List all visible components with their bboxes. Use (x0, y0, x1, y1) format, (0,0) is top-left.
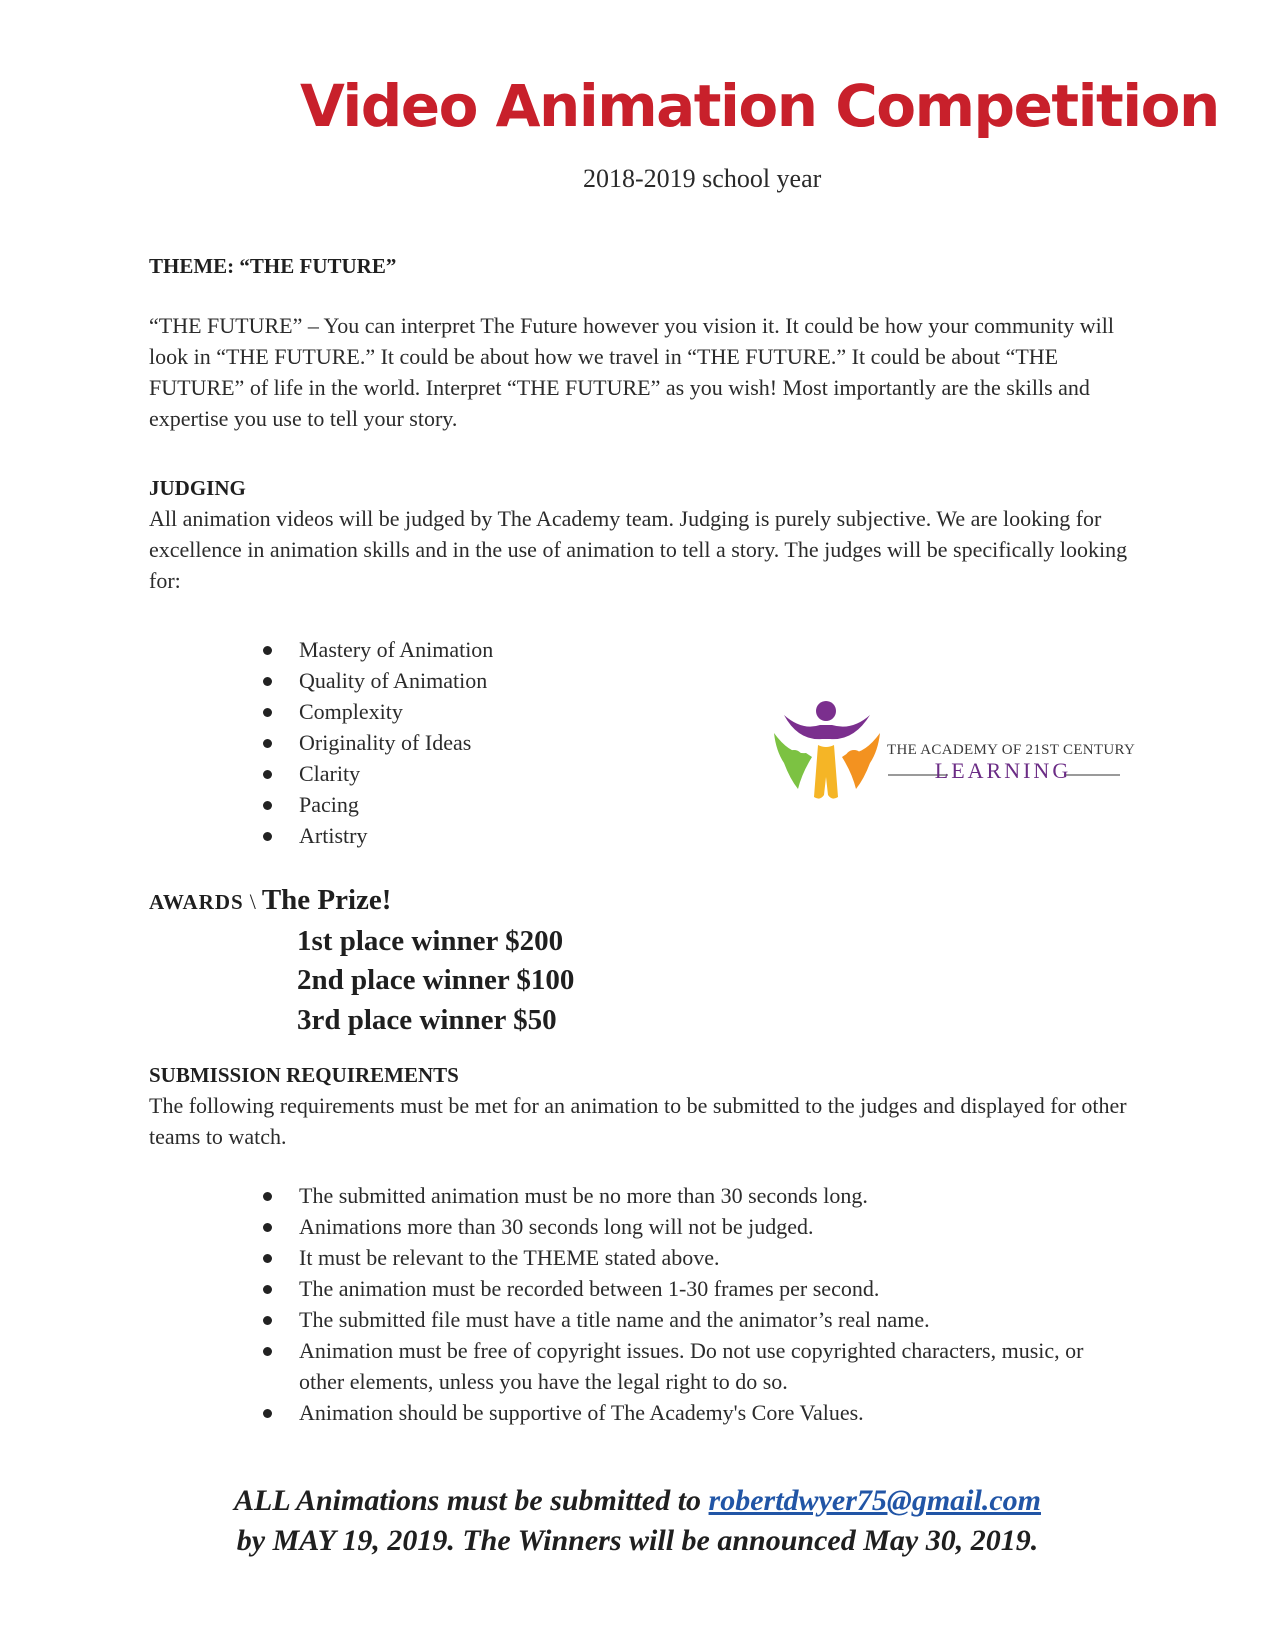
judging-heading: JUDGING (149, 476, 246, 500)
submission-requirements-list (263, 1180, 1093, 1428)
school-year-subtitle: 2018-2019 school year (583, 164, 822, 193)
list-item: Clarity (263, 758, 493, 789)
page-title: Video Animation Competition (300, 72, 1219, 140)
first-place-prize: 1st place winner $200 (297, 925, 564, 957)
list-item: The animation must be recorded between 1-30 frames per second. (263, 1273, 1093, 1304)
list-item: Artistry (263, 820, 493, 851)
list-item: Animations more than 30 seconds long will not be judged. (263, 1211, 1093, 1242)
logo-text-line2: LEARNING (934, 758, 1072, 783)
deadline-text: by MAY 19, 2019. The Winners will be announced May 30, 2019. (236, 1524, 1039, 1557)
list-item: Pacing (263, 789, 493, 820)
list-item: Mastery of Animation (263, 634, 493, 665)
submission-email-link[interactable]: robertdwyer75@gmail.com (708, 1484, 1041, 1517)
submission-paragraph: The following requirements must be met for an animation to be submitted to the judges and displayed for other teams to watch. (149, 1093, 1127, 1149)
list-item: Quality of Animation (263, 665, 493, 696)
list-item: Complexity (263, 696, 493, 727)
list-item: It must be relevant to the THEME stated above. (263, 1242, 1093, 1273)
theme-heading: THEME: “THE FUTURE” (149, 254, 397, 278)
list-item: Originality of Ideas (263, 727, 493, 758)
list-item: The submitted animation must be no more than 30 seconds long. (263, 1180, 1093, 1211)
submission-heading: SUBMISSION REQUIREMENTS (149, 1063, 459, 1087)
list-item: Animation must be free of copyright issues. Do not use copyrighted characters, music, or other elements, unless you have the legal right to do so. (263, 1335, 1093, 1397)
judging-paragraph: All animation videos will be judged by The Academy team. Judging is purely subjective. We are looking for excellence in animation skills and in the use of animation to tell a story. The judges will be specifically looking for: (149, 506, 1128, 593)
third-place-prize: 3rd place winner $50 (297, 1004, 557, 1036)
second-place-prize: 2nd place winner $100 (297, 964, 575, 996)
awards-heading (149, 884, 391, 917)
theme-paragraph: “THE FUTURE” – You can interpret The Future however you vision it. It could be how your community will look in “THE FUTURE.” It could be about how we travel in “THE FUTURE.” It could be about “THE FUTURE” of life in the world. Interpret “THE FUTURE” as you wish! Most importantly are the skills and expertise you use to tell your story. (149, 313, 1115, 431)
academy-logo (772, 697, 1136, 802)
academy-people-icon (772, 697, 882, 802)
logo-text-line1: THE ACADEMY OF 21ST CENTURY (887, 742, 1136, 758)
judging-criteria-list (263, 634, 493, 851)
prize-heading: The Prize! (261, 884, 392, 916)
list-item: Animation should be supportive of The Academy's Core Values. (263, 1397, 1093, 1428)
awards-separator: \ (249, 889, 256, 914)
submission-instructions (0, 1484, 1275, 1518)
awards-label: AWARDS (149, 890, 244, 914)
submission-instructions-text: ALL Animations must be submitted to (234, 1484, 709, 1517)
list-item: The submitted file must have a title name and the animator’s real name. (263, 1304, 1093, 1335)
